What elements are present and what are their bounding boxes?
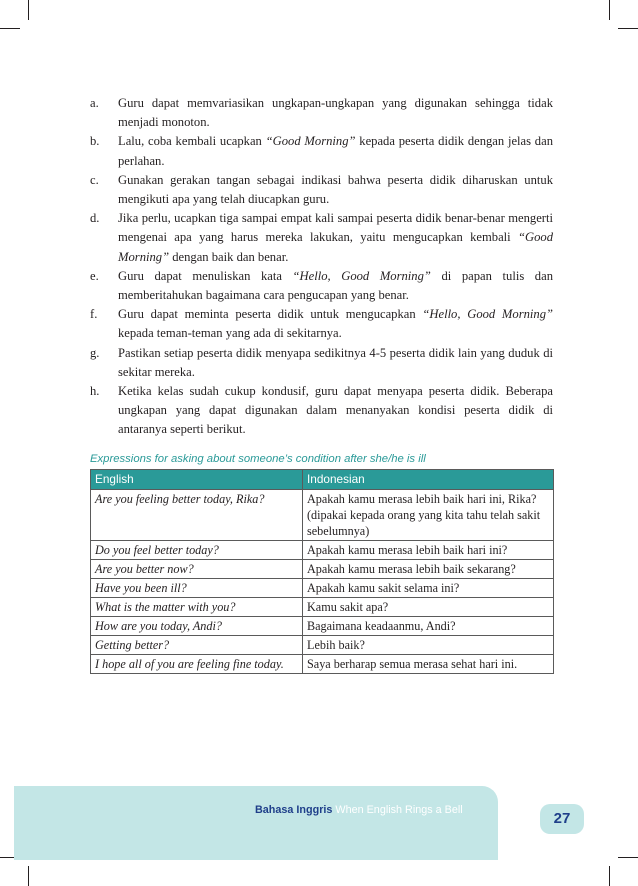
indonesian-translation: Lebih baik? bbox=[303, 635, 554, 654]
step-list bbox=[90, 94, 553, 440]
table-row bbox=[91, 616, 554, 635]
book-subtitle: When English Rings a Bell bbox=[335, 804, 463, 816]
quoted-phrase: “Hello, Good Morning” bbox=[292, 268, 431, 283]
crop-mark bbox=[618, 28, 638, 29]
list-item bbox=[90, 382, 553, 440]
book-title: Bahasa Inggris bbox=[255, 804, 333, 816]
crop-mark bbox=[28, 0, 29, 20]
indonesian-translation: Bagaimana keadaanmu, Andi? bbox=[303, 616, 554, 635]
table-row bbox=[91, 635, 554, 654]
list-text: Guru dapat memvariasikan ungkapan-ungkapan yang digunakan sehingga tidak menjadi monoton. bbox=[118, 96, 553, 130]
indonesian-translation: Apakah kamu merasa lebih baik sekarang? bbox=[303, 559, 554, 578]
crop-mark bbox=[609, 0, 610, 20]
list-marker: a. bbox=[90, 96, 99, 110]
page-content bbox=[90, 94, 553, 674]
indonesian-translation: Kamu sakit apa? bbox=[303, 597, 554, 616]
table-header-row bbox=[91, 469, 554, 489]
list-text: dengan baik dan benar. bbox=[169, 249, 289, 264]
crop-mark bbox=[28, 866, 29, 886]
indonesian-translation: Apakah kamu merasa lebih baik hari ini? bbox=[303, 540, 554, 559]
list-text: kepada peserta didik dengan jelas dan perlahan. bbox=[118, 134, 553, 168]
list-text: Guru dapat menuliskan kata bbox=[118, 268, 293, 283]
english-expression: Getting better? bbox=[91, 635, 303, 654]
indonesian-translation: Saya berharap semua merasa sehat hari ini. bbox=[303, 654, 554, 673]
list-text: Guru dapat meminta peserta didik untuk mengucapkan bbox=[118, 307, 423, 322]
list-item bbox=[90, 305, 553, 343]
english-expression: I hope all of you are feeling fine today. bbox=[91, 654, 303, 673]
expressions-table bbox=[90, 469, 554, 674]
footer-band bbox=[14, 786, 498, 860]
list-text: Gunakan gerakan tangan sebagai indikasi bahwa peserta didik diharuskan untuk mengikuti apa yang telah diucapkan guru. bbox=[118, 172, 553, 207]
footer-title bbox=[255, 804, 463, 816]
table-row bbox=[91, 654, 554, 673]
list-marker: d. bbox=[90, 211, 100, 226]
quoted-phrase: “Good Morning” bbox=[118, 230, 553, 264]
list-marker: b. bbox=[90, 134, 100, 149]
english-expression: How are you today, Andi? bbox=[91, 616, 303, 635]
list-text: Jika perlu, ucapkan tiga sampai empat kali sampai peserta didik benar-benar mengerti mengenai apa yang harus mereka lakukan, yaitu mengucapkan kembali bbox=[118, 211, 553, 245]
list-text: kepada teman-teman yang ada di sekitarnya. bbox=[118, 326, 342, 341]
table-row bbox=[91, 597, 554, 616]
crop-mark bbox=[0, 28, 20, 29]
english-expression: Have you been ill? bbox=[91, 578, 303, 597]
indonesian-translation: Apakah kamu sakit selama ini? bbox=[303, 578, 554, 597]
english-expression: What is the matter with you? bbox=[91, 597, 303, 616]
quoted-phrase: “Good Morning” bbox=[265, 134, 356, 149]
english-expression: Do you feel better today? bbox=[91, 540, 303, 559]
english-expression: Are you better now? bbox=[91, 559, 303, 578]
table-row bbox=[91, 578, 554, 597]
list-marker: h. bbox=[90, 384, 100, 399]
table-row bbox=[91, 540, 554, 559]
list-item bbox=[90, 171, 553, 209]
list-item bbox=[90, 344, 553, 382]
column-header-english: English bbox=[91, 469, 303, 489]
list-item bbox=[90, 209, 553, 267]
column-header-indonesian: Indonesian bbox=[303, 469, 554, 489]
table-row bbox=[91, 559, 554, 578]
page-number: 27 bbox=[540, 804, 584, 834]
crop-mark bbox=[618, 857, 638, 858]
list-item bbox=[90, 94, 553, 132]
table-title: Expressions for asking about someone’s condition after she/he is ill bbox=[90, 452, 426, 465]
english-expression: Are you feeling better today, Rika? bbox=[91, 489, 303, 540]
list-text: Pastikan setiap peserta didik menyapa sedikitnya 4-5 peserta didik lain yang duduk di sekitar mereka. bbox=[118, 345, 553, 379]
crop-mark bbox=[609, 866, 610, 886]
list-item bbox=[90, 267, 553, 305]
list-marker: e. bbox=[90, 268, 99, 283]
list-marker: c. bbox=[90, 172, 99, 187]
list-text: Lalu, coba kembali ucapkan bbox=[118, 134, 266, 149]
list-item bbox=[90, 132, 553, 170]
table-row bbox=[91, 489, 554, 540]
quoted-phrase: “Hello, Good Morning” bbox=[422, 307, 553, 322]
list-text: Ketika kelas sudah cukup kondusif, guru dapat menyapa peserta didik. Beberapa ungkapan yang dapat digunakan dalam menanyakan kondisi peserta didik di antaranya seperti berikut. bbox=[118, 384, 553, 437]
list-text: di papan tulis dan memberitahukan bagaimana cara pengucapan yang benar. bbox=[118, 268, 553, 303]
indonesian-translation: Apakah kamu merasa lebih baik hari ini, Rika? (dipakai kepada orang yang kita tahu telah sakit sebelumnya) bbox=[303, 489, 554, 540]
list-marker: f. bbox=[90, 307, 98, 322]
list-marker: g. bbox=[90, 345, 100, 360]
